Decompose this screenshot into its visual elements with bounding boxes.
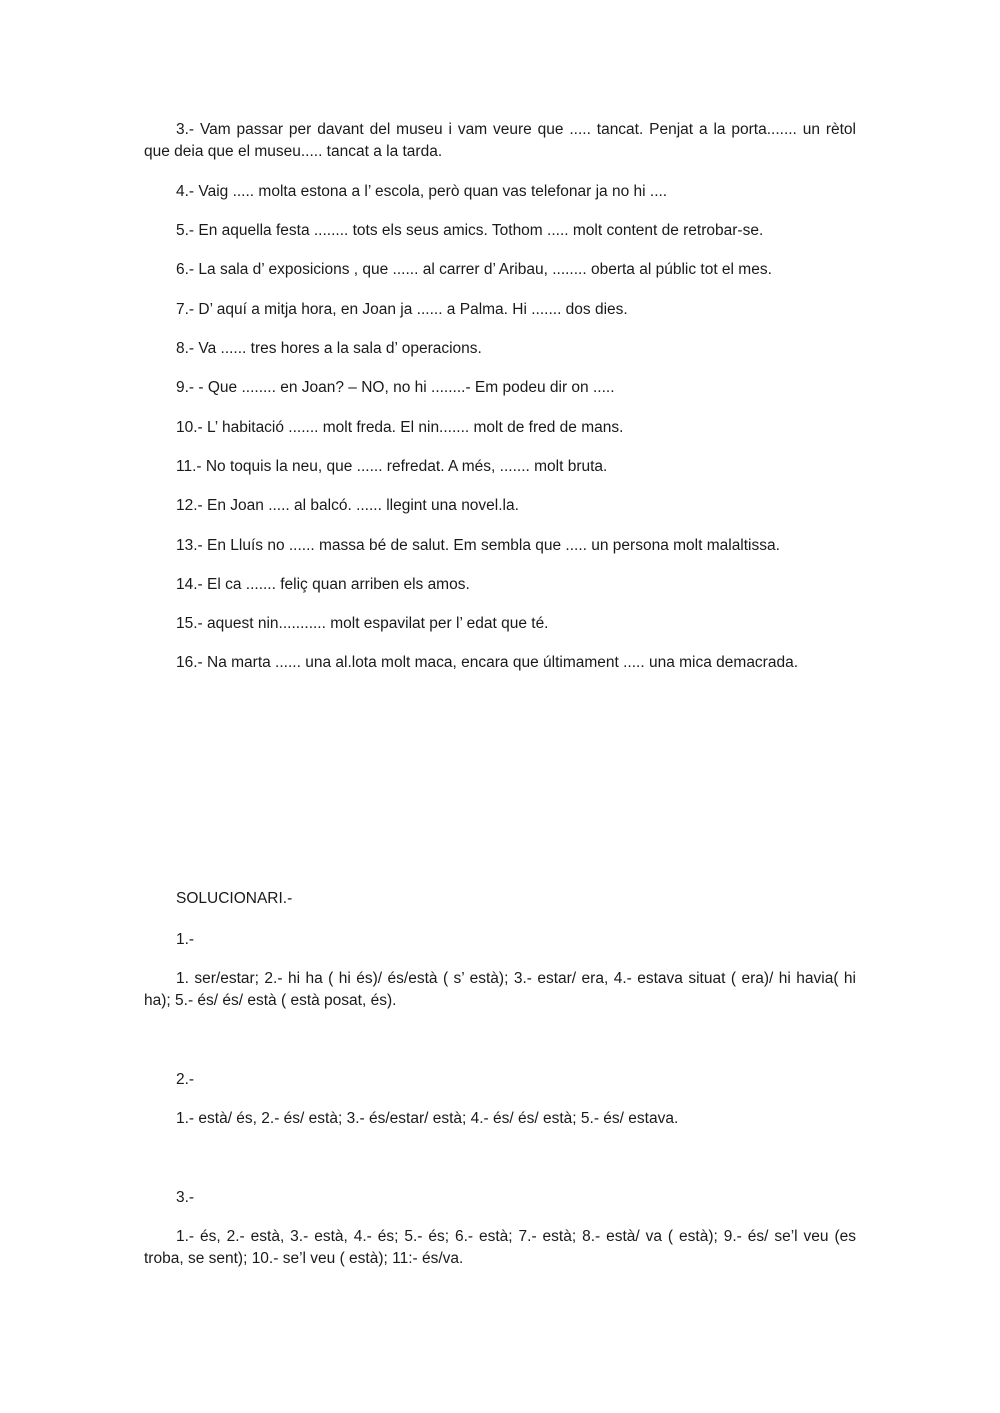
exercise-item-6: 6.- La sala d’ exposicions , que ...... al carrer d’ Aribau, ........ oberta al públic tot el mes. <box>176 261 772 278</box>
solutions-title: SOLUCIONARI.- <box>176 890 293 907</box>
exercise-item-7: 7.- D’ aquí a mitja hora, en Joan ja ...... a Palma. Hi ....... dos dies. <box>176 301 628 318</box>
solution-heading-3: 3.- <box>176 1189 195 1206</box>
exercise-item-16: 16.- Na marta ...... una al.lota molt maca, encara que últimament ..... una mica demacrada. <box>176 654 799 671</box>
exercise-item-11: 11.- No toquis la neu, que ...... refredat. A més, ....... molt bruta. <box>176 458 608 475</box>
exercise-item-15: 15.- aquest nin........... molt espavilat per l’ edat que té. <box>176 615 549 632</box>
solution-answer-1: 1. ser/estar; 2.- hi ha ( hi és)/ és/està ( s’ està); 3.- estar/ era, 4.- estava situat ( era)/ hi havia( hi ha); 5.- és/ és/ està ( està posat, és). <box>144 970 856 1009</box>
exercise-item-3: 3.- Vam passar per davant del museu i vam veure que ..... tancat. Penjat a la porta....... un rètol que deia que el museu..... tancat a la tarda. <box>144 121 856 160</box>
exercise-item-9: 9.- - Que ........ en Joan? – NO, no hi ........- Em podeu dir on ..... <box>176 379 615 396</box>
exercise-item-13: 13.- En Lluís no ...... massa bé de salut. Em sembla que ..... un persona molt malaltissa. <box>176 537 780 554</box>
exercise-item-14: 14.- El ca ....... feliç quan arriben els amos. <box>176 576 470 593</box>
solution-heading-1: 1.- <box>176 931 195 948</box>
solution-answer-2: 1.- està/ és, 2.- és/ està; 3.- és/estar/ està; 4.- és/ és/ està; 5.- és/ estava. <box>176 1110 679 1127</box>
exercise-item-8: 8.- Va ...... tres hores a la sala d’ operacions. <box>176 340 482 357</box>
exercise-item-12: 12.- En Joan ..... al balcó. ...... llegint una novel.la. <box>176 497 519 514</box>
exercise-item-4: 4.- Vaig ..... molta estona a l’ escola, però quan vas telefonar ja no hi .... <box>176 183 668 200</box>
exercise-item-10: 10.- L’ habitació ....... molt freda. El nin....... molt de fred de mans. <box>176 419 624 436</box>
solution-answer-3: 1.- és, 2.- està, 3.- està, 4.- és; 5.- és; 6.- està; 7.- està; 8.- està/ va ( està); 9.- és/ se’l veu (es troba, se sent); 10.- se’l veu ( està); 11:- és/va. <box>144 1228 856 1267</box>
solution-heading-2: 2.- <box>176 1071 195 1088</box>
exercise-item-5: 5.- En aquella festa ........ tots els seus amics. Tothom ..... molt content de retrobar-se. <box>176 222 764 239</box>
